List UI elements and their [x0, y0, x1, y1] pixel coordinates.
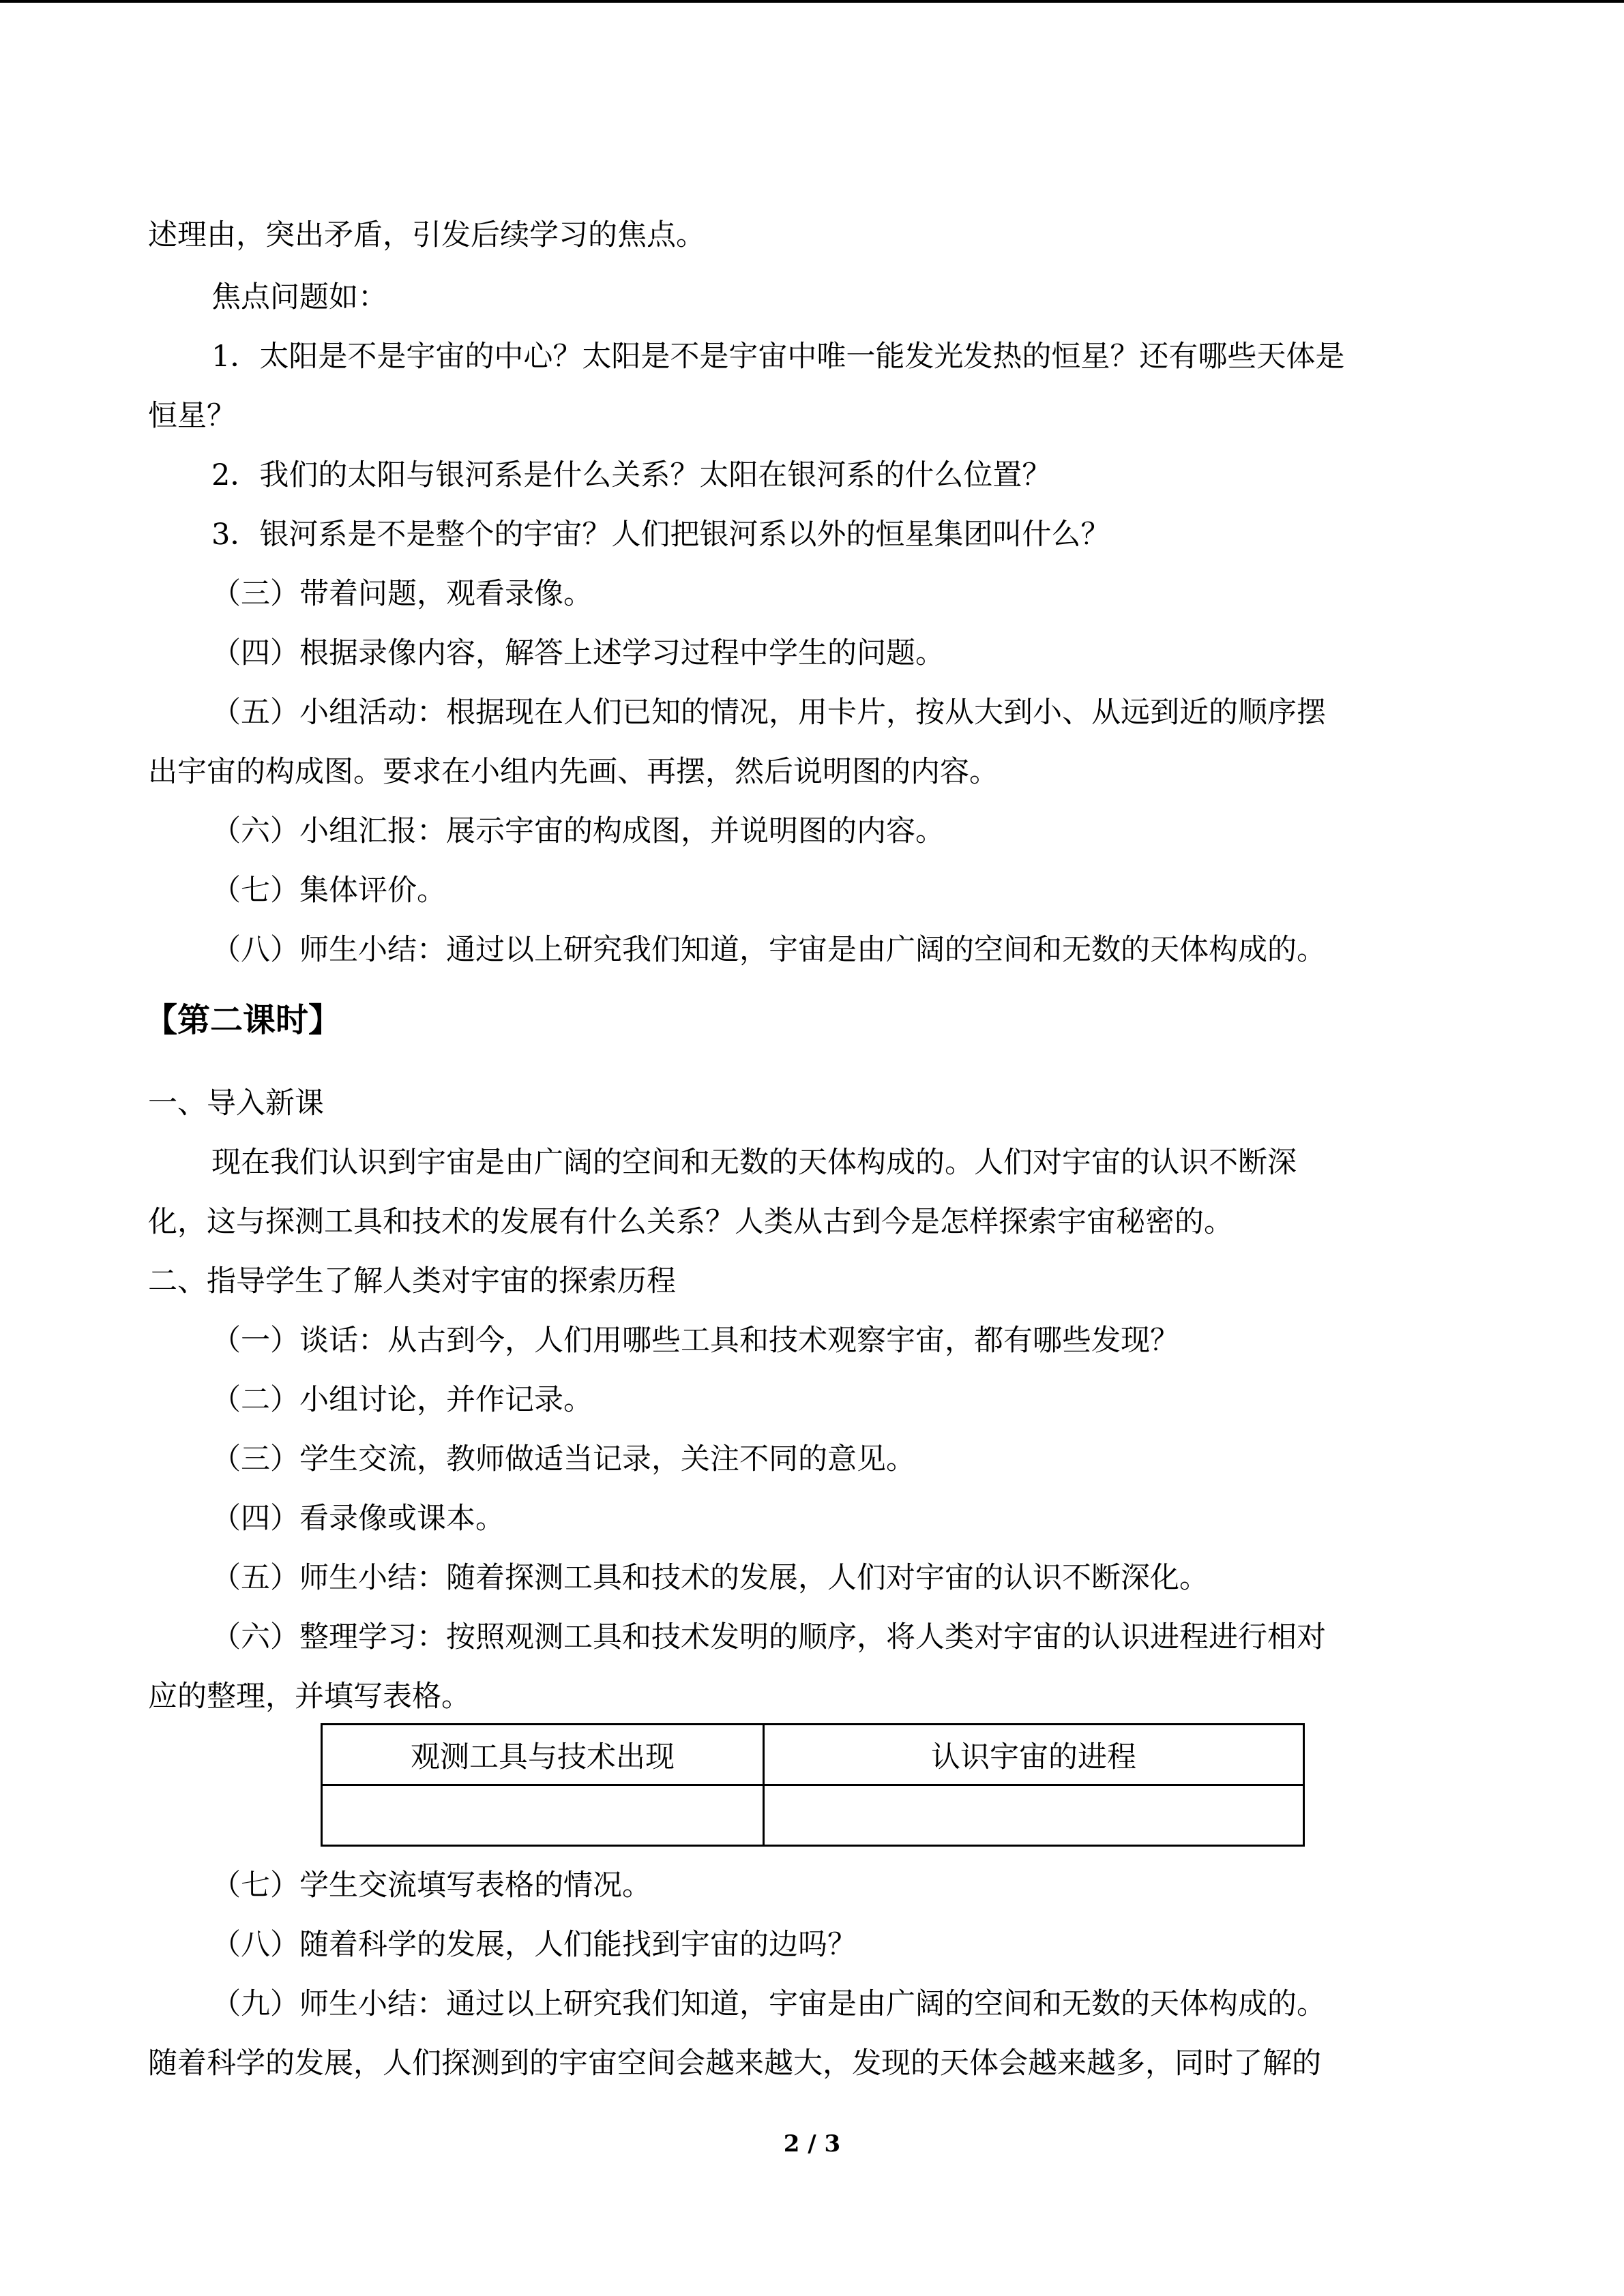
question-3-line: 3．银河系是不是整个的宇宙？人们把银河系以外的恒星集团叫什么？: [211, 518, 1110, 552]
paragraph-line: 随着科学的发展，人们探测到的宇宙空间会越来越大，发现的天体会越来越多，同时了解的: [148, 2046, 1321, 2081]
paragraph-line: 化，这与探测工具和技术的发展有什么关系？人类从古到今是怎样探索宇宙秘密的。: [148, 1205, 1233, 1239]
paragraph-line: 出宇宙的构成图。要求在小组内先画、再摆，然后说明图的内容。: [148, 755, 999, 789]
paragraph-line: 述理由，突出矛盾，引发后续学习的焦点。: [148, 218, 705, 252]
step-line: （七）学生交流填写表格的情况。: [211, 1868, 651, 1903]
table-header-row: [322, 1725, 1304, 1785]
summary-line: （九）师生小结：通过以上研究我们知道，宇宙是由广阔的空间和无数的天体构成的。: [211, 1987, 1326, 2021]
step-line: （六）整理学习：按照观测工具和技术发明的顺序，将人类对宇宙的认识进程进行相对: [211, 1620, 1326, 1654]
table-header-cell: 观测工具与技术出现: [322, 1725, 764, 1785]
step-line: （四）看录像或课本。: [211, 1502, 505, 1536]
step-line: （三）学生交流，教师做适当记录，关注不同的意见。: [211, 1442, 915, 1476]
step-line: （一）谈话：从古到今，人们用哪些工具和技术观察宇宙，都有哪些发现？: [211, 1324, 1179, 1358]
step-line: （八）随着科学的发展，人们能找到宇宙的边吗？: [211, 1928, 857, 1962]
paragraph-line: 现在我们认识到宇宙是由广阔的空间和无数的天体构成的。人们对宇宙的认识不断深: [211, 1146, 1297, 1180]
paragraph-line: 焦点问题如：: [211, 280, 387, 314]
paragraph-line: 应的整理，并填写表格。: [148, 1680, 471, 1714]
subheading-line: 二、指导学生了解人类对宇宙的探索历程: [148, 1264, 676, 1298]
step-line: （六）小组汇报：展示宇宙的构成图，并说明图的内容。: [211, 814, 945, 848]
top-border-rule: [0, 0, 1624, 3]
step-line: （七）集体评价。: [211, 874, 446, 908]
step-line: （四）根据录像内容，解答上述学习过程中学生的问题。: [211, 636, 945, 670]
table-row: [322, 1785, 1304, 1846]
table-header-cell: 认识宇宙的进程: [764, 1725, 1304, 1785]
paragraph-line: 恒星？: [148, 399, 236, 433]
page-number: 2 / 3: [783, 2130, 841, 2158]
step-line: （二）小组讨论，并作记录。: [211, 1383, 593, 1417]
summary-line: （八）师生小结：通过以上研究我们知道，宇宙是由广阔的空间和无数的天体构成的。: [211, 933, 1326, 967]
step-line: （三）带着问题，观看录像。: [211, 577, 593, 611]
subheading-line: 一、导入新课: [148, 1086, 324, 1120]
question-1-line: 1．太阳是不是宇宙的中心？太阳是不是宇宙中唯一能发光发热的恒星？还有哪些天体是: [211, 340, 1345, 374]
step-line: （五）小组活动：根据现在人们已知的情况，用卡片，按从大到小、从远到近的顺序摆: [211, 696, 1326, 730]
section-heading: 【第二课时】: [145, 1001, 342, 1039]
table-cell: [764, 1785, 1304, 1846]
question-2-line: 2．我们的太阳与银河系是什么关系？太阳在银河系的什么位置？: [211, 458, 1052, 492]
record-table: [321, 1723, 1305, 1847]
table-cell: [322, 1785, 764, 1846]
step-line: （五）师生小结：随着探测工具和技术的发展，人们对宇宙的认识不断深化。: [211, 1561, 1209, 1595]
